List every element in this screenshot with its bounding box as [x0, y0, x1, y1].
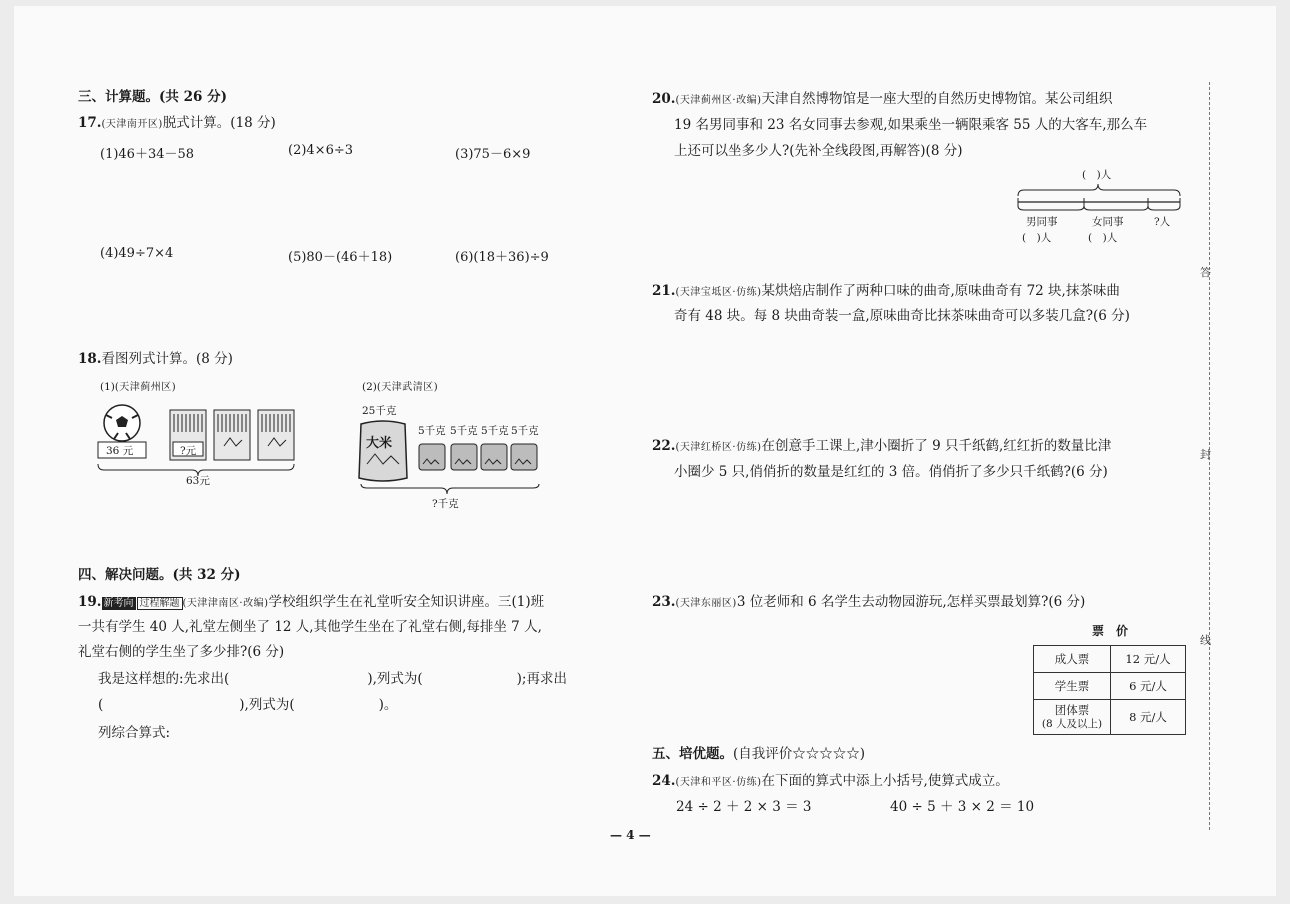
- table-row: [1034, 673, 1186, 700]
- q22-line-1: 22.(天津红桥区·仿练)在创意手工课上,津小圈折了 9 只千纸鹤,红红折的数量比津: [652, 438, 1112, 454]
- q17-number: 17.: [78, 115, 102, 131]
- q19-combined-formula: 列综合算式:: [98, 725, 171, 741]
- q20-unknown-label: ?人: [1154, 216, 1171, 228]
- q22-source-tag: (天津红桥区·仿练): [675, 442, 762, 453]
- q21-line-2: 奇有 48 块。每 8 块曲奇装一盒,原味曲奇比抹茶味曲奇可以多装几盒?(6 分): [674, 308, 1130, 324]
- q20-female-blank: ( )人: [1088, 232, 1118, 244]
- segment-bottom-braces: [1018, 206, 1180, 210]
- q18-part2-label: (2)(天津武清区): [362, 381, 439, 393]
- rice-bag-small-1-icon: [419, 444, 445, 470]
- section-4-title: 四、解决问题。(共 32 分): [78, 567, 241, 583]
- price-table: [1033, 645, 1186, 735]
- q19-line-3: 礼堂右侧的学生坐了多少排?(6 分): [78, 644, 285, 660]
- ticket-type: 学生票: [1034, 673, 1111, 700]
- q20-female-label: 女同事: [1092, 216, 1124, 228]
- q17-source-tag: (天津南开区): [101, 119, 163, 130]
- self-rating: (自我评价☆☆☆☆☆): [733, 746, 866, 762]
- q17-item-2: (2)4×6÷3: [288, 143, 354, 158]
- unknown-price-text: ?元: [180, 445, 197, 457]
- q23-source-tag: (天津东丽区): [675, 598, 737, 609]
- q24-equation-1: 24 ÷ 2 ＋ 2 × 3 ＝ 3: [676, 799, 812, 815]
- ticket-price: 8 元/人: [1111, 700, 1186, 735]
- big-bag-label: 大米: [366, 436, 393, 451]
- q20-number: 20.: [652, 91, 676, 107]
- page-number: — 4 —: [610, 828, 651, 842]
- q20-line-1: 20.(天津蓟州区·改编)天津自然博物馆是一座大型的自然历史博物馆。某公司组织: [652, 91, 1113, 107]
- q19-line-2: 一共有学生 40 人,礼堂左侧坐了 12 人,其他学生坐在了礼堂右侧,每排坐 7 人,: [78, 619, 542, 635]
- price-table-title: 票 价: [1092, 624, 1129, 638]
- small-bag-weight-2: 5千克: [450, 425, 478, 437]
- q18-number: 18.: [78, 351, 102, 367]
- soccer-ball-icon: [104, 405, 140, 441]
- q19-fill-line-1: 我是这样想的:先求出( ),列式为( );再求出: [98, 671, 567, 687]
- ticket-type: 成人票: [1034, 646, 1111, 673]
- segment-top-brace: [1018, 184, 1180, 196]
- ticket-box-3: [258, 410, 294, 460]
- q17-item-5: (5)80－(46＋18): [288, 250, 393, 265]
- ticket-price: 12 元/人: [1111, 646, 1186, 673]
- small-bag-weight-1: 5千克: [418, 425, 446, 437]
- ticket-type-group: 团体票 (8 人及以上): [1034, 700, 1111, 735]
- part2-total-text: ?千克: [432, 498, 459, 510]
- q24-equation-2: 40 ÷ 5 ＋ 3 × 2 ＝ 10: [890, 799, 1035, 815]
- q17-item-4: (4)49÷7×4: [100, 246, 174, 261]
- q22-number: 22.: [652, 438, 676, 454]
- q21-line-1: 21.(天津宝坻区·仿练)某烘焙店制作了两种口味的曲奇,原味曲奇有 72 块,抹茶味曲: [652, 283, 1120, 299]
- q19-line-1: 19. 新考向 过程解题 (天津津南区·改编)学校组织学生在礼堂听安全知识讲座。三(1)班: [78, 594, 545, 610]
- q17-item-3: (3)75－6×9: [455, 147, 531, 162]
- q24-source-tag: (天津和平区·仿练): [675, 777, 762, 788]
- q17-header: [78, 114, 276, 134]
- q18-part1-label: (1)(天津蓟州区): [100, 381, 177, 393]
- q20-male-blank: ( )人: [1022, 232, 1052, 244]
- rice-bag-small-4-icon: [511, 444, 537, 470]
- margin-char-1: 答: [1200, 266, 1211, 279]
- margin-char-3: 线: [1200, 634, 1211, 647]
- q21-number: 21.: [652, 283, 676, 299]
- rice-bag-small-3-icon: [481, 444, 507, 470]
- table-row: [1034, 646, 1186, 673]
- q24-number: 24.: [652, 773, 676, 789]
- q17-item-1: (1)46＋34－58: [100, 147, 195, 162]
- q20-source-tag: (天津蓟州区·改编): [675, 95, 762, 106]
- rice-bag-large-icon: [359, 421, 407, 481]
- new-trend-badge: 新考向: [103, 598, 134, 609]
- big-bag-weight: 25千克: [362, 405, 397, 417]
- section-5-title: 五、培优题。(自我评价☆☆☆☆☆): [652, 746, 866, 762]
- q23-line-1: 23.(天津东丽区)3 位老师和 6 名学生去动物园游玩,怎样买票最划算?(6 分): [652, 594, 1086, 610]
- q24-line-1: 24.(天津和平区·仿练)在下面的算式中添上小括号,使算式成立。: [652, 773, 1009, 789]
- q20-line-2: 19 名男同事和 23 名女同事去参观,如果乘坐一辆限乘客 55 人的大客车,那么车: [674, 117, 1148, 133]
- part2-total-brace: [361, 484, 539, 494]
- q22-line-2: 小圈少 5 只,俏俏折的数量是红红的 3 倍。俏俏折了多少只千纸鹤?(6 分): [674, 464, 1108, 480]
- rice-bag-small-2-icon: [451, 444, 477, 470]
- q19-fill-line-2: ( ),列式为( )。: [98, 697, 398, 713]
- margin-char-2: 封: [1200, 448, 1211, 461]
- ball-price-text: 36 元: [106, 445, 134, 457]
- small-bag-weight-4: 5千克: [511, 425, 539, 437]
- q20-line-3: 上还可以坐多少人?(先补全线段图,再解答)(8 分): [674, 143, 963, 159]
- q20-segment-diagram: [1012, 184, 1188, 214]
- table-row: [1034, 700, 1186, 735]
- small-bag-weight-3: 5千克: [481, 425, 509, 437]
- q18-header: [78, 350, 233, 368]
- q20-male-label: 男同事: [1026, 216, 1058, 228]
- q19-number: 19.: [78, 594, 102, 610]
- q17-item-6: (6)(18＋36)÷9: [455, 250, 549, 265]
- q17-prompt: 脱式计算。(18 分): [162, 115, 276, 131]
- part1-total-text: 63元: [186, 475, 210, 487]
- ticket-box-2: [214, 410, 250, 460]
- q18-prompt: 看图列式计算。(8 分): [101, 351, 233, 367]
- q21-source-tag: (天津宝坻区·仿练): [675, 287, 762, 298]
- ticket-price: 6 元/人: [1111, 673, 1186, 700]
- section-3-title: 三、计算题。(共 26 分): [78, 89, 227, 105]
- q19-source-tag: (天津津南区·改编): [182, 598, 269, 609]
- process-badge: 过程解题: [137, 597, 183, 610]
- q20-total-blank: ( )人: [1082, 169, 1112, 181]
- q23-number: 23.: [652, 594, 676, 610]
